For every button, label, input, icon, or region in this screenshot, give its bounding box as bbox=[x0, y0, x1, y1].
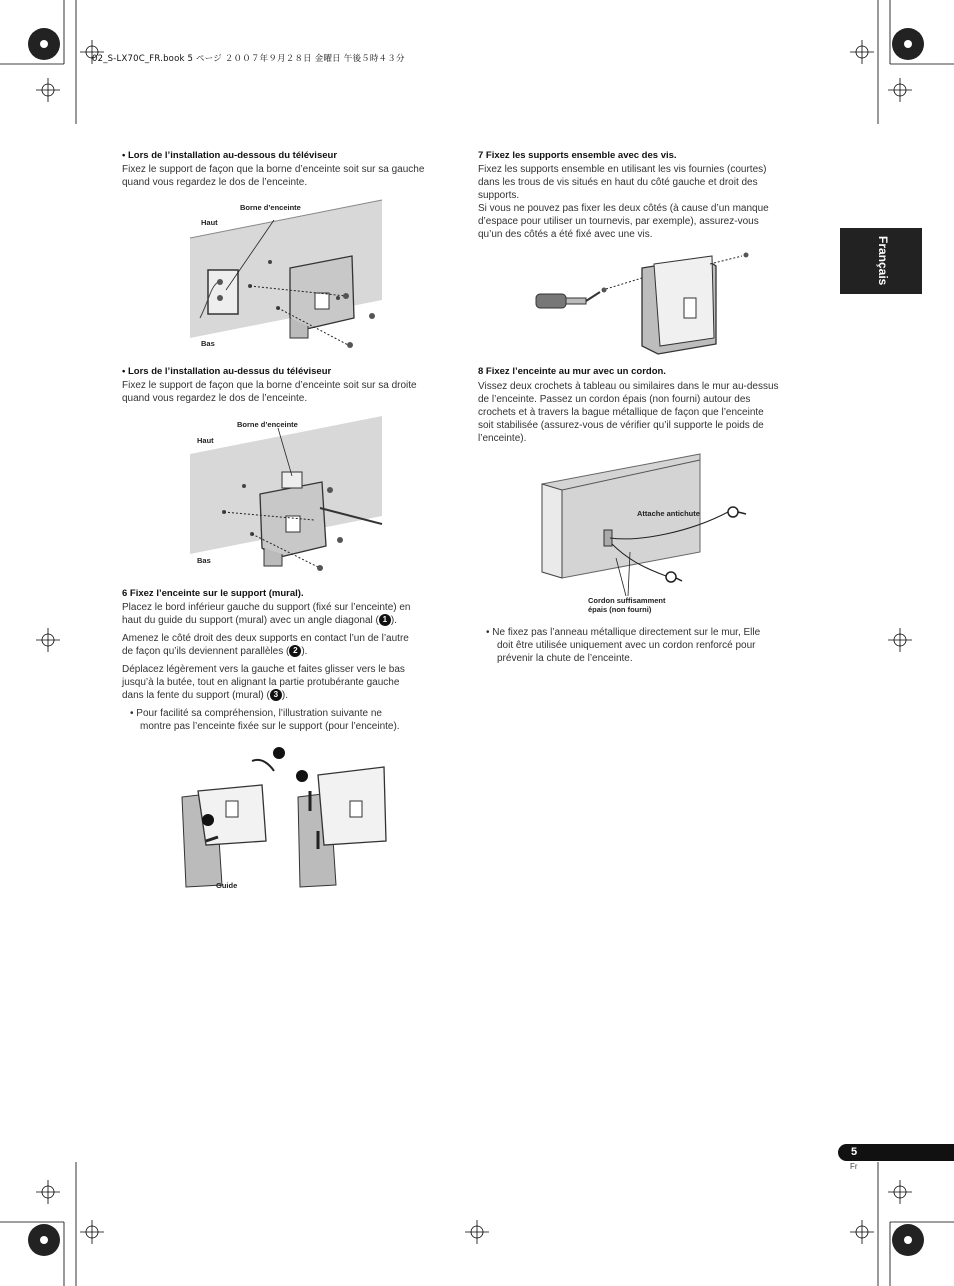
figure-mount-steps bbox=[178, 745, 398, 895]
section-text-above-tv: Fixez le support de façon que la borne d’enceinte soit sur sa droite quand vous regardez le dos de l’enceinte. bbox=[122, 380, 417, 404]
label-attache: Attache antichute bbox=[637, 509, 700, 518]
label-haut-1: Haut bbox=[201, 218, 218, 227]
label-borne-1: Borne d’enceinte bbox=[240, 203, 301, 212]
lang-code: Fr bbox=[850, 1162, 858, 1171]
step-6-title: 6 Fixez l’enceinte sur le support (mural). bbox=[122, 588, 304, 599]
label-bas-2: Bas bbox=[197, 556, 211, 565]
label-bas-1: Bas bbox=[201, 339, 215, 348]
step-8-text: Vissez deux crochets à tableau ou similaires dans le mur au-dessus de l’enceinte. Passez un cordon épais (non fourni) autour des crochets et à travers la bague métallique de façon que l’enceinte soit stabilisée (assurez-vous de vérifier qu’il supporte le poids de l’enceinte). bbox=[478, 381, 779, 444]
circled-number-1: 1 bbox=[379, 614, 391, 626]
page-number: 5 bbox=[851, 1146, 858, 1158]
step-7-title: 7 Fixez les supports ensemble avec des vis. bbox=[478, 150, 677, 161]
step-8-bullet: • Ne fixez pas l’anneau métallique directement sur le mur, Elle doit être utilisée uniquement avec un cordon renforcé pour prévenir la chute de l’enceinte. bbox=[486, 627, 761, 664]
step-6-text: Placez le bord inférieur gauche du support (fixé sur l’enceinte) en haut du guide du support (mural) avec un angle diagonal ( 1 ). Amenez le côté droit des deux supports en contact l’un de l’autre de façon qu’ils deviennent parallèles ( 2 ). Déplacez légèrement vers la gauche et faites glisser vers le bas jusqu’à la butée, tout en alignant la partie protubérante gauche dans la fente du support (mural) ( 3 ). • Pour facilité sa compréhension, l’illustration suivante ne montre pas l’enceinte fixée sur le support (pour l’enceinte). bbox=[122, 602, 411, 732]
language-tab bbox=[840, 228, 922, 294]
figure-screw-brackets bbox=[530, 242, 765, 360]
page-number-tab bbox=[838, 1144, 954, 1161]
label-cordon: Cordon suffisamment épais (non fourni) bbox=[588, 596, 666, 614]
figure-above-tv bbox=[190, 416, 385, 576]
step-7-text: Fixez les supports ensemble en utilisant les vis fournies (courtes) dans les trous de vis situés en haut du côté gauche et droit des supports. Si vous ne pouvez pas fixer les deux côtés (à cause d’un manque d’espace pour utiliser un tournevis, par exemple), assurez-vous qu’un des côtés a été fixé avec une vis. bbox=[478, 164, 769, 240]
file-header: 02_S-LX70C_FR.book 5 ページ ２００７年９月２８日 金曜日 午後５時４３分 bbox=[92, 54, 405, 64]
language-tab-label: Français bbox=[876, 236, 890, 286]
section-title-above-tv: • Lors de l’installation au-dessus du téléviseur bbox=[122, 366, 332, 377]
section-text-below-tv: Fixez le support de façon que la borne d’enceinte soit sur sa gauche quand vous regardez le dos de l’enceinte. bbox=[122, 164, 425, 188]
label-guide: Guide bbox=[216, 881, 238, 890]
label-haut-2: Haut bbox=[197, 436, 214, 445]
label-borne-2: Borne d’enceinte bbox=[237, 420, 298, 429]
section-title-below-tv: • Lors de l’installation au-dessous du téléviseur bbox=[122, 150, 338, 161]
circled-number-3: 3 bbox=[270, 689, 282, 701]
circled-number-2: 2 bbox=[289, 645, 301, 657]
step-8-title: 8 Fixez l’enceinte au mur avec un cordon. bbox=[478, 366, 666, 377]
figure-below-tv bbox=[190, 198, 385, 348]
